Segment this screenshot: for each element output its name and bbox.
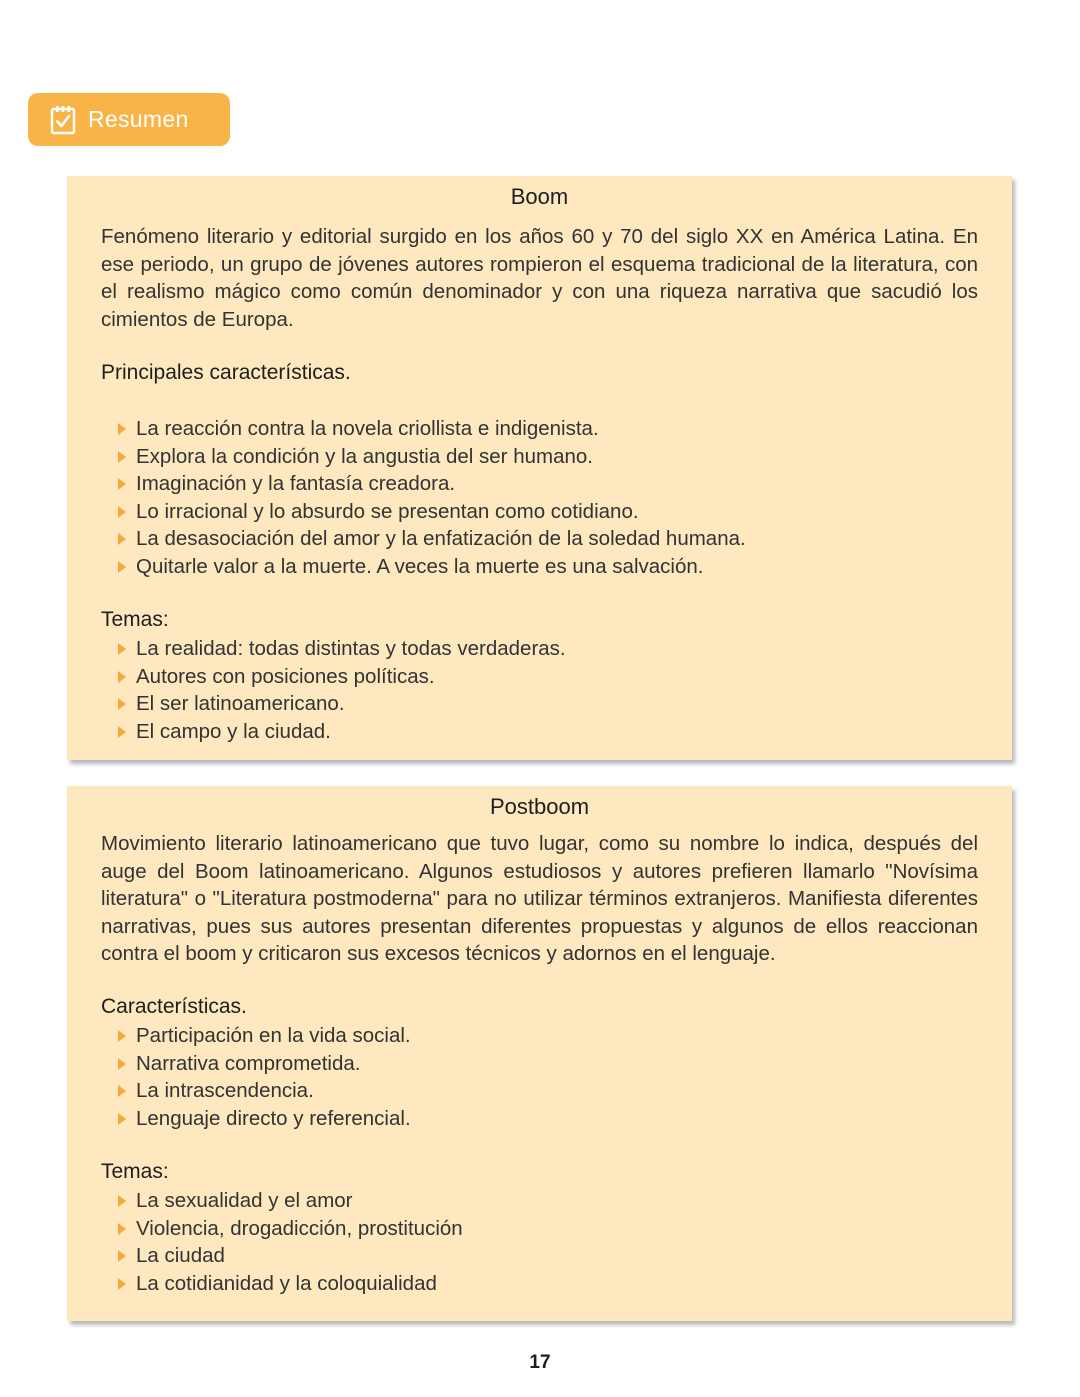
bullet-triangle-icon — [118, 643, 126, 655]
list-item — [118, 443, 746, 471]
bullet-triangle-icon — [118, 671, 126, 683]
list-item — [118, 415, 746, 443]
postboom-themes-heading: Temas: — [101, 1160, 169, 1183]
list-item — [118, 690, 566, 718]
bullet-triangle-icon — [118, 451, 126, 463]
postboom-description: Movimiento literario latinoamericano que tuvo lugar, como su nombre lo indica, después del auge del Boom latinoamericano. Algunos estudiosos y autores prefieren llamarlo "Novísima literatura" o "Literatura postmoderna" para no utilizar términos extranjeros. Manifiesta diferentes narrativas, pues sus autores presentan diferentes propuestas y algunos de ellos reaccionan contra el boom y criticaron sus excesos técnicos y adornos en el lenguaje. — [101, 832, 978, 965]
bullet-triangle-icon — [118, 1058, 126, 1070]
list-item-text: La intrascendencia. — [136, 1079, 314, 1103]
boom-themes-list — [118, 635, 566, 745]
postboom-card — [67, 786, 1012, 1321]
list-item-text: Imaginación y la fantasía creadora. — [136, 472, 456, 496]
bullet-triangle-icon — [118, 506, 126, 518]
list-item-text: Quitarle valor a la muerte. A veces la muerte es una salvación. — [136, 554, 704, 578]
summary-badge — [28, 93, 230, 146]
list-item — [118, 1187, 463, 1215]
list-item — [118, 1077, 411, 1105]
boom-characteristics-heading: Principales características. — [101, 361, 351, 384]
list-item-text: La sexualidad y el amor — [136, 1189, 353, 1212]
list-item — [118, 498, 746, 526]
list-item — [118, 1270, 463, 1298]
postboom-themes-list — [118, 1187, 463, 1297]
list-item-text: La desasociación del amor y la enfatización de la soledad humana. — [136, 527, 746, 551]
list-item-text: Lo irracional y lo absurdo se presentan como cotidiano. — [136, 499, 639, 523]
list-item-text: La realidad: todas distintas y todas verdaderas. — [136, 637, 566, 660]
bullet-triangle-icon — [118, 423, 126, 435]
list-item — [118, 525, 746, 553]
list-item — [118, 1105, 411, 1133]
bullet-triangle-icon — [118, 1223, 126, 1235]
list-item — [118, 470, 746, 498]
bullet-triangle-icon — [118, 533, 126, 545]
boom-card — [67, 176, 1012, 760]
list-item-text: La cotidianidad y la coloquialidad — [136, 1271, 437, 1295]
list-item — [118, 718, 566, 746]
bullet-triangle-icon — [118, 1085, 126, 1097]
boom-characteristics-list — [118, 415, 746, 581]
list-item-text: Explora la condición y la angustia del ser humano. — [136, 444, 593, 468]
summary-badge-label: Resumen — [88, 106, 189, 132]
list-item-text: Lenguaje directo y referencial. — [136, 1106, 411, 1130]
bullet-triangle-icon — [118, 561, 126, 573]
postboom-title: Postboom — [489, 794, 590, 819]
list-item-text: La ciudad — [136, 1244, 225, 1268]
bullet-triangle-icon — [118, 1278, 126, 1290]
list-item-text: El campo y la ciudad. — [136, 719, 331, 743]
bullet-triangle-icon — [118, 478, 126, 490]
list-item-text: Violencia, drogadicción, prostitución — [136, 1216, 463, 1240]
postboom-characteristics-heading: Características. — [101, 995, 247, 1018]
page-number: 17 — [529, 1352, 551, 1373]
list-item — [118, 663, 566, 691]
list-item-text: El ser latinoamericano. — [136, 692, 345, 716]
list-item — [118, 1050, 411, 1078]
list-item-text: Autores con posiciones políticas. — [136, 664, 435, 688]
list-item — [118, 553, 746, 581]
bullet-triangle-icon — [118, 726, 126, 738]
list-item — [118, 1215, 463, 1243]
list-item — [118, 1022, 411, 1050]
list-item-text: Narrativa comprometida. — [136, 1051, 361, 1075]
bullet-triangle-icon — [118, 1030, 126, 1042]
bullet-triangle-icon — [118, 1250, 126, 1262]
bullet-triangle-icon — [118, 1195, 126, 1207]
boom-description: Fenómeno literario y editorial surgido en los años 60 y 70 del siglo XX en América Latina. En ese periodo, un grupo de jóvenes autores rompieron el esquema tradicional de la literatura, con el realismo mágico como común denominador y con una riqueza narrativa que sacudió los cimientos de Europa. — [101, 225, 978, 331]
list-item — [118, 635, 566, 663]
list-item-text: La reacción contra la novela criollista e indigenista. — [136, 417, 599, 440]
bullet-triangle-icon — [118, 1113, 126, 1125]
checklist-icon — [50, 105, 76, 135]
list-item — [118, 1242, 463, 1270]
list-item-text: Participación en la vida social. — [136, 1024, 411, 1047]
boom-title: Boom — [510, 184, 569, 209]
bullet-triangle-icon — [118, 698, 126, 710]
postboom-characteristics-list — [118, 1022, 411, 1132]
boom-themes-heading: Temas: — [101, 608, 169, 631]
